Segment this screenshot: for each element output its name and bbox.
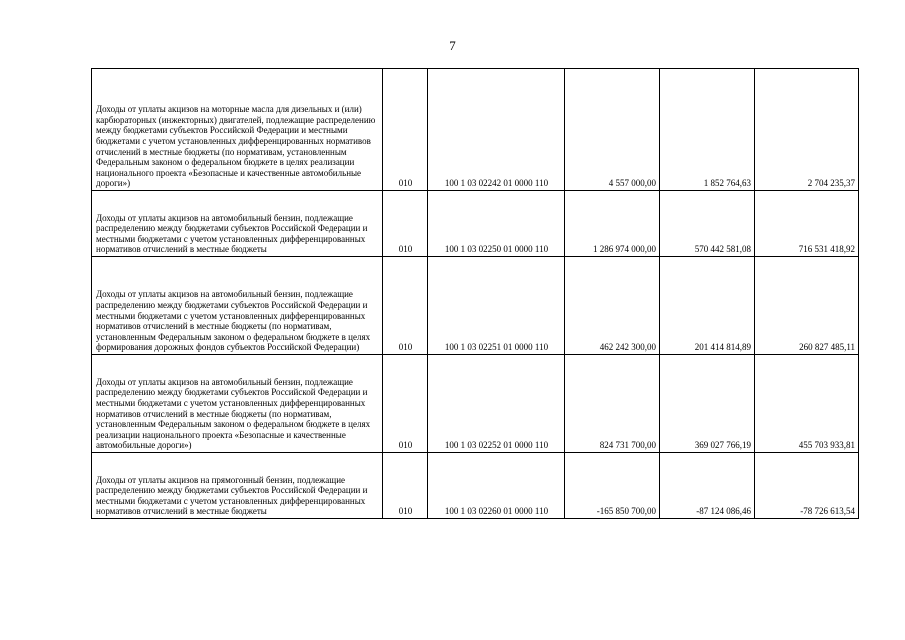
income-description: Доходы от уплаты акцизов на моторные масла для дизельных и (или) карбюраторных (инжекторных) двигателей, подлежащие распределению между бюджетами субъектов Российской Федерации и местными бюджетами с учетом установленных дифференцированных нормативов отчислений в местные бюджеты (по нормативам, установленным Федеральным законом о федеральном бюджете в целях реализации национального проекта «Безопасные и качественные автомобильные дороги») [92,69,383,191]
admin-code: 010 [383,69,428,191]
table-row [92,191,859,257]
revenue-table [91,68,859,519]
table-row [92,453,859,519]
table-row [92,69,859,191]
income-code: 100 1 03 02250 01 0000 110 [428,191,565,257]
planned-amount: 824 731 700,00 [565,355,660,453]
income-code: 100 1 03 02242 01 0000 110 [428,69,565,191]
executed-amount: 201 414 814,89 [660,257,755,355]
executed-amount: -87 124 086,46 [660,453,755,519]
income-description: Доходы от уплаты акцизов на автомобильный бензин, подлежащие распределению между бюджетами субъектов Российской Федерации и местными бюджетами с учетом установленных дифференцированных нормативов отчислений в местные бюджеты (по нормативам, установленным Федеральным законом о федеральном бюджете в целях реализации национального проекта «Безопасные и качественные автомобильные дороги») [92,355,383,453]
admin-code: 010 [383,355,428,453]
admin-code: 010 [383,191,428,257]
remaining-amount: 2 704 235,37 [755,69,859,191]
executed-amount: 1 852 764,63 [660,69,755,191]
executed-amount: 570 442 581,08 [660,191,755,257]
remaining-amount: 716 531 418,92 [755,191,859,257]
admin-code: 010 [383,453,428,519]
income-description: Доходы от уплаты акцизов на автомобильный бензин, подлежащие распределению между бюджетами субъектов Российской Федерации и местными бюджетами с учетом установленных дифференцированных нормативов отчислений в местные бюджеты [92,191,383,257]
executed-amount: 369 027 766,19 [660,355,755,453]
planned-amount: -165 850 700,00 [565,453,660,519]
remaining-amount: -78 726 613,54 [755,453,859,519]
page-number: 7 [449,38,456,53]
planned-amount: 1 286 974 000,00 [565,191,660,257]
planned-amount: 462 242 300,00 [565,257,660,355]
planned-amount: 4 557 000,00 [565,69,660,191]
remaining-amount: 455 703 933,81 [755,355,859,453]
admin-code: 010 [383,257,428,355]
income-code: 100 1 03 02251 01 0000 110 [428,257,565,355]
income-code: 100 1 03 02260 01 0000 110 [428,453,565,519]
income-description: Доходы от уплаты акцизов на автомобильный бензин, подлежащие распределению между бюджетами субъектов Российской Федерации и местными бюджетами с учетом установленных дифференцированных нормативов отчислений в местные бюджеты (по нормативам, установленным Федеральным законом о федеральном бюджете в целях формирования дорожных фондов субъектов Российской Федерации) [92,257,383,355]
income-description: Доходы от уплаты акцизов на прямогонный бензин, подлежащие распределению между бюджетами субъектов Российской Федерации и местными бюджетами с учетом установленных дифференцированных нормативов отчислений в местные бюджеты [92,453,383,519]
table-row [92,257,859,355]
table-row [92,355,859,453]
remaining-amount: 260 827 485,11 [755,257,859,355]
income-code: 100 1 03 02252 01 0000 110 [428,355,565,453]
